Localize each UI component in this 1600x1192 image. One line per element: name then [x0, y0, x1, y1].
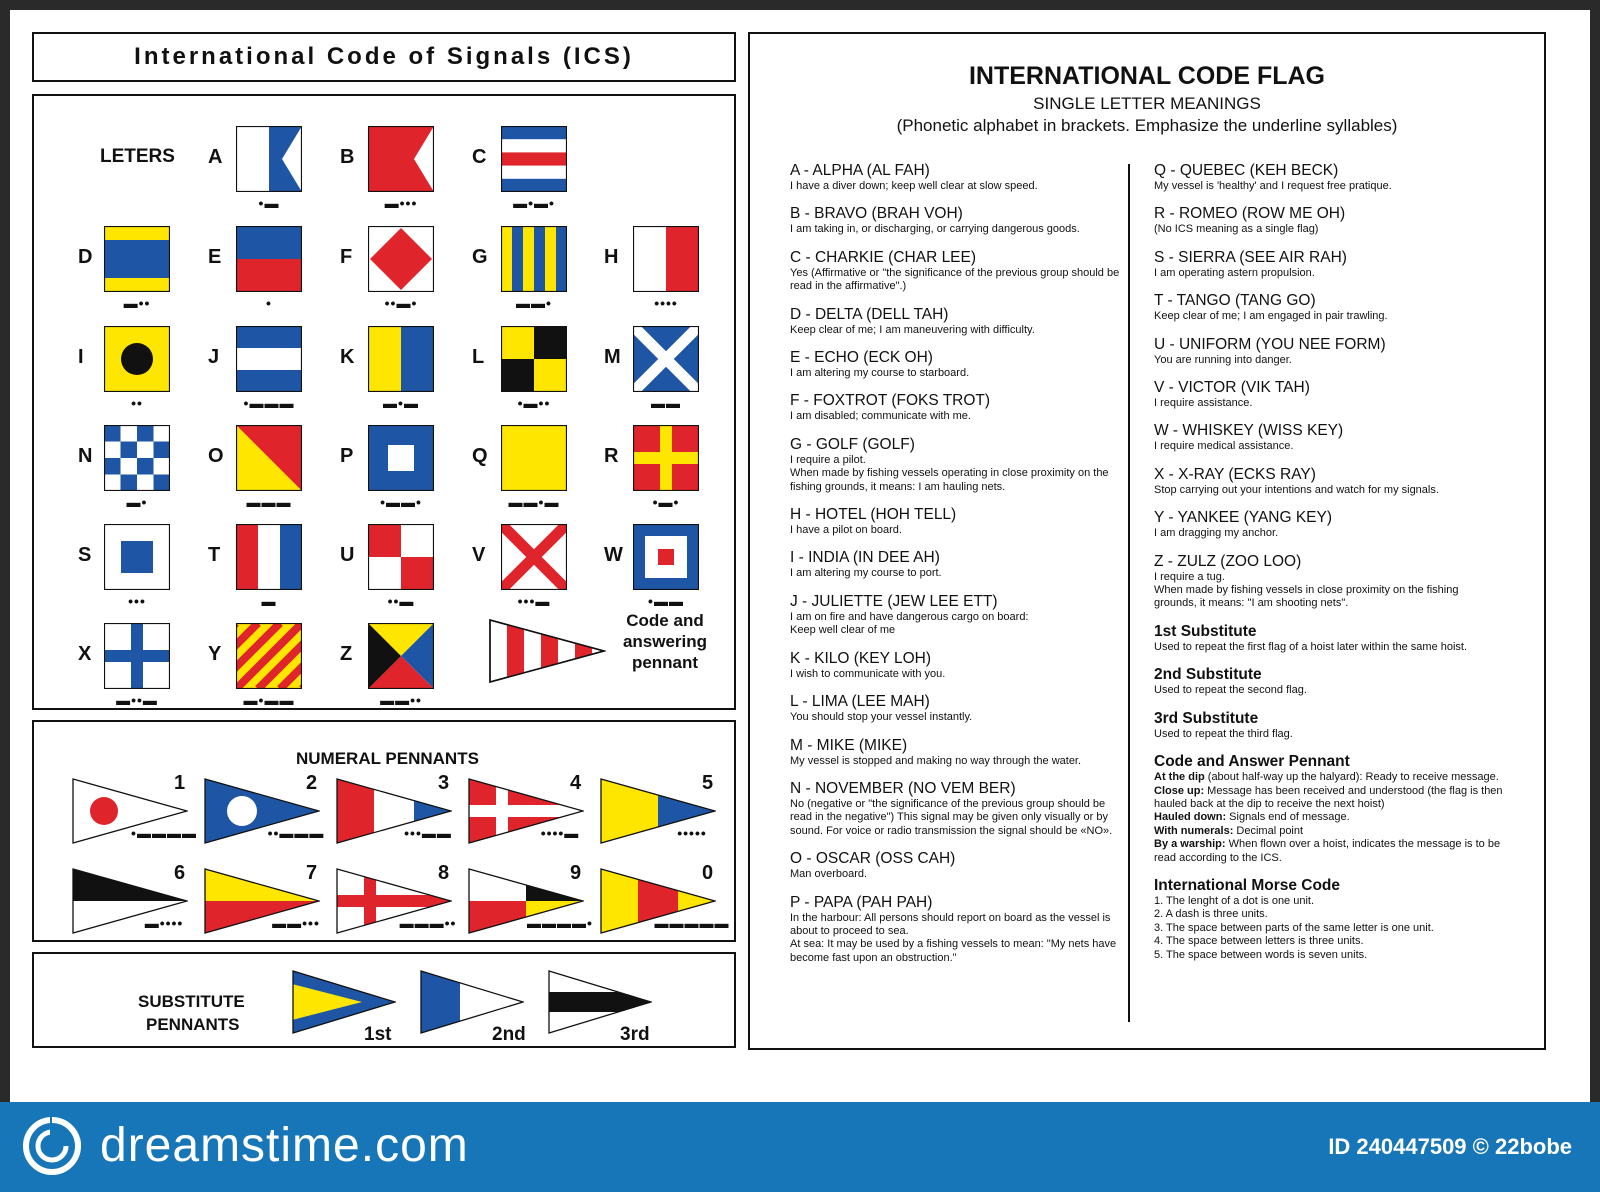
substitute-1-section	[1154, 622, 1504, 654]
morse-h: ••••	[654, 295, 678, 311]
flag-letter-g: G	[472, 246, 488, 268]
substitute-2-section-title: 2nd Substitute	[1154, 666, 1262, 684]
numeral-pennant-morse: ••▬▬▬	[267, 825, 325, 841]
flag-letter-j: J	[208, 346, 220, 368]
footer-bar	[0, 1102, 1600, 1192]
code-answer-line	[1154, 811, 1504, 824]
meaning-entry-desc: Man overboard.	[790, 868, 868, 881]
code-answer-line	[1154, 771, 1504, 784]
substitute-pennant-label: 3rd	[620, 1024, 650, 1045]
flag-j	[236, 326, 302, 392]
morse-a: •▬	[258, 195, 280, 211]
meaning-entry-desc: (No ICS meaning as a single flag)	[1154, 223, 1319, 236]
morse-c: ▬•▬•	[513, 195, 555, 211]
numeral-pennant-morse: •••••	[677, 825, 707, 841]
flag-letter-p: P	[340, 445, 354, 467]
morse-v: •••▬	[517, 593, 551, 609]
numeral-pennant-morse: •••▬▬	[404, 825, 452, 841]
code-answer-line	[1154, 838, 1504, 865]
meaning-entry-desc: I am dragging my anchor.	[1154, 527, 1279, 540]
substitute-title-2: PENNANTS	[146, 1015, 240, 1034]
meaning-entry-desc: I require a tug. When made by fishing vessels in close proximity on the fishing grounds, it means: "I am shooting nets".	[1154, 570, 1459, 610]
meaning-entry-title: F - FOXTROT (FOKS TROT)	[790, 392, 991, 410]
meaning-entry-desc: I require assistance.	[1154, 397, 1253, 410]
code-answer-line-label: At the dip	[1154, 771, 1205, 784]
meanings-subtitle: SINGLE LETTER MEANINGS	[1033, 94, 1261, 113]
meaning-entry-title: C - CHARKIE (CHAR LEE)	[790, 248, 977, 266]
meaning-entry-title: R - ROMEO (ROW ME OH)	[1154, 205, 1346, 223]
meaning-entry-desc: My vessel is stopped and making no way through the water.	[790, 754, 1082, 767]
morse-r: •▬•	[652, 494, 680, 510]
flag-letter-v: V	[472, 544, 486, 566]
meaning-entry-desc: I require medical assistance.	[1154, 440, 1294, 453]
substitute-1-section-title: 1st Substitute	[1154, 622, 1257, 640]
flag-g	[501, 226, 567, 292]
code-answering-pennant-label: Code and answering pennant	[622, 611, 708, 672]
meaning-entry-title: T - TANGO (TANG GO)	[1154, 292, 1316, 310]
morse-u: ••▬	[387, 593, 415, 609]
code-answer-pennant-section-title: Code and Answer Pennant	[1154, 753, 1350, 771]
meaning-entry-title: E - ECHO (ECK OH)	[790, 349, 933, 367]
flag-w	[633, 524, 699, 590]
flag-z	[368, 623, 434, 689]
morse-n: ▬•	[126, 494, 148, 510]
numeral-pennant-morse: ▬▬•••	[272, 915, 320, 931]
meaning-entry	[790, 592, 1120, 638]
substitute-pennant-label: 1st	[364, 1024, 392, 1045]
meaning-entry-title: K - KILO (KEY LOH)	[790, 649, 931, 667]
morse-z: ▬▬••	[380, 692, 422, 708]
meaning-entry-title: W - WHISKEY (WISS KEY)	[1154, 422, 1344, 440]
numeral-pennant-number: 2	[306, 772, 318, 794]
meaning-entry-desc: You are running into danger.	[1154, 353, 1292, 366]
meaning-entry	[790, 649, 1120, 681]
meaning-entry	[790, 161, 1120, 193]
meaning-entry-title: J - JULIETTE (JEW LEE ETT)	[790, 592, 998, 610]
flag-p	[368, 425, 434, 491]
flag-letter-s: S	[78, 544, 92, 566]
numeral-pennant-morse: •▬▬▬▬	[131, 825, 197, 841]
flag-letter-o: O	[208, 445, 224, 467]
morse-q: ▬▬•▬	[508, 494, 560, 510]
letters-label: LETERS	[100, 146, 175, 167]
column-divider	[1128, 164, 1130, 1022]
meaning-entry-desc: Keep clear of me; I am maneuvering with difficulty.	[790, 323, 1035, 336]
numeral-pennant-morse: ▬▬▬▬•	[527, 915, 593, 931]
meaning-entry-desc: No (negative or "the significance of the previous group should be read in the negative") This signal may be given only visually or by sound. For voice or radio transmission the signal should be «NO».	[790, 797, 1113, 837]
meaning-entry	[790, 505, 1120, 537]
code-answer-line-text: (about half-way up the halyard): Ready to receive message.	[1204, 771, 1499, 784]
ics-title: International Code of Signals (ICS)	[134, 43, 634, 70]
meanings-right-column	[1154, 161, 1504, 973]
flag-letter-x: X	[78, 643, 92, 665]
meaning-entry-desc: I am operating astern propulsion.	[1154, 266, 1315, 279]
meaning-entry-desc: Keep clear of me; I am engaged in pair trawling.	[1154, 310, 1388, 323]
flag-y	[236, 623, 302, 689]
meaning-entry	[790, 893, 1120, 966]
substitute-title-1: SUBSTITUTE	[138, 992, 245, 1011]
numeral-pennant-morse: ••••▬	[540, 825, 580, 841]
flag-letter-z: Z	[340, 643, 353, 665]
numeral-pennant-number: 6	[174, 862, 186, 884]
meaning-entry-title: Y - YANKEE (YANG KEY)	[1154, 509, 1333, 527]
flag-letter-r: R	[604, 445, 619, 467]
footer-image-id: ID 240447509 © 22bobe	[1328, 1134, 1572, 1159]
flag-letter-e: E	[208, 246, 222, 268]
morse-rule: 4. The space between letters is three units.	[1154, 935, 1364, 948]
meaning-entry	[790, 204, 1120, 236]
flag-letter-t: T	[208, 544, 221, 566]
meaning-entry-title: M - MIKE (MIKE)	[790, 736, 908, 754]
morse-rule: 3. The space between parts of the same letter is one unit.	[1154, 921, 1434, 934]
substitute-2-section-desc: Used to repeat the second flag.	[1154, 684, 1307, 697]
meaning-entry	[1154, 552, 1504, 611]
meaning-entry	[1154, 335, 1504, 367]
morse-rule: 5. The space between words is seven units.	[1154, 948, 1368, 961]
meaning-entry	[1154, 465, 1504, 497]
morse-j: •▬▬▬	[243, 395, 295, 411]
flag-letter-h: H	[604, 246, 619, 268]
morse-m: ▬▬	[651, 395, 681, 411]
meaning-entry-desc: I require a pilot. When made by fishing vessels operating in close proximity on the fishing grounds, it means: I am hauling nets.	[790, 453, 1109, 493]
meaning-entry-desc: My vessel is 'healthy' and I request free pratique.	[1154, 180, 1392, 192]
code-answer-line-text: Decimal point	[1233, 824, 1304, 837]
meaning-entry-desc: I am disabled; communicate with me.	[790, 410, 971, 423]
flag-k	[368, 326, 434, 392]
meaning-entry-title: A - ALPHA (AL FAH)	[790, 162, 930, 179]
code-answer-line-label: Hauled down:	[1154, 811, 1227, 824]
flag-letter-k: K	[340, 346, 355, 368]
flag-letter-u: U	[340, 544, 355, 566]
flag-c	[501, 126, 567, 192]
meaning-entry-desc: In the harbour: All persons should report on board as the vessel is about to proceed to sea. At sea: It may be used by a fishing vessels to mean: "My nets have become fast upon an obstruction."	[790, 911, 1117, 964]
substitute-2-section	[1154, 665, 1504, 697]
flag-letter-n: N	[78, 445, 93, 467]
code-answer-line-text: Signals end of message.	[1226, 811, 1350, 824]
numeral-pennant-number: 4	[570, 772, 582, 794]
flag-e	[236, 226, 302, 292]
numeral-pennant-number: 9	[570, 862, 582, 884]
numeral-pennant-number: 8	[438, 862, 450, 884]
morse-y: ▬•▬▬	[243, 692, 295, 708]
numeral-pennant-number: 7	[306, 862, 318, 884]
flag-h	[633, 226, 699, 292]
numeral-pennant-number: 3	[438, 772, 450, 794]
flag-s	[104, 524, 170, 590]
meaning-entry	[790, 305, 1120, 337]
flag-letter-w: W	[604, 544, 623, 566]
meaning-entry-desc: I have a pilot on board.	[790, 524, 902, 537]
code-answer-line-label: With numerals:	[1154, 824, 1234, 837]
flag-b	[368, 126, 434, 192]
meanings-panel	[748, 32, 1546, 1050]
flag-u	[368, 524, 434, 590]
meaning-entry-title: B - BRAVO (BRAH VOH)	[790, 205, 963, 223]
footer-brand[interactable]: dreamstime.com	[100, 1119, 469, 1172]
meaning-entry-title: Z - ZULZ (ZOO LOO)	[1154, 552, 1302, 570]
flag-d	[104, 226, 170, 292]
morse-s: •••	[128, 593, 146, 609]
meaning-entry	[790, 548, 1120, 580]
morse-rule: 2. A dash is three units.	[1154, 908, 1268, 921]
meaning-entry-desc: Stop carrying out your intentions and watch for my signals.	[1154, 483, 1439, 496]
flag-letter-b: B	[340, 146, 355, 168]
meaning-entry	[1154, 378, 1504, 410]
meaning-entry-title: G - GOLF (GOLF)	[790, 435, 915, 453]
numeral-pennant-number: 0	[702, 862, 714, 884]
meaning-entry-title: P - PAPA (PAH PAH)	[790, 893, 933, 911]
morse-l: •▬••	[517, 395, 551, 411]
substitute-pennant-label: 2nd	[492, 1024, 526, 1045]
substitute-3-section-title: 3rd Substitute	[1154, 709, 1259, 727]
meaning-entry	[790, 736, 1120, 768]
code-answering-pennant-flag	[488, 618, 606, 684]
flag-m	[633, 326, 699, 392]
code-answer-pennant-section	[1154, 752, 1504, 865]
morse-rule: 1. The lenght of a dot is one unit.	[1154, 894, 1315, 907]
meaning-entry-title: N - NOVEMBER (NO VEM BER)	[790, 779, 1016, 797]
meaning-entry-desc: I am altering my course to starboard.	[790, 367, 970, 380]
meaning-entry	[790, 849, 1120, 881]
morse-x: ▬••▬	[116, 692, 158, 708]
meaning-entry	[790, 391, 1120, 423]
meaning-entry-title: I - INDIA (IN DEE AH)	[790, 549, 940, 567]
morse-code-section	[1154, 876, 1504, 962]
code-answer-line-text: Message has been received and understood (the flag is then hauled back at the dip to receive the next hoist)	[1154, 784, 1503, 810]
morse-d: ▬••	[123, 295, 151, 311]
meaning-entry	[790, 348, 1120, 380]
meaning-entry	[1154, 291, 1504, 323]
flag-v	[501, 524, 567, 590]
flag-i	[104, 326, 170, 392]
numeral-pennant-morse: ▬▬▬••	[399, 915, 457, 931]
code-answer-line	[1154, 785, 1504, 812]
meaning-entry-title: U - UNIFORM (YOU NEE FORM)	[1154, 335, 1386, 353]
meaning-entry-title: Q - QUEBEC (KEH BECK)	[1154, 162, 1339, 179]
flag-l	[501, 326, 567, 392]
flag-a	[236, 126, 302, 192]
flag-q	[501, 425, 567, 491]
meaning-entry-title: D - DELTA (DELL TAH)	[790, 305, 949, 323]
meaning-entry	[790, 779, 1120, 838]
flag-r	[633, 425, 699, 491]
flag-letter-f: F	[340, 246, 353, 268]
meaning-entry-title: H - HOTEL (HOH TELL)	[790, 506, 957, 524]
flag-x	[104, 623, 170, 689]
meaning-entry-desc: I am on fire and have dangerous cargo on board: Keep well clear of me	[790, 610, 1029, 637]
morse-g: ▬▬•	[516, 295, 552, 311]
morse-e: •	[266, 295, 272, 311]
morse-o: ▬▬▬	[246, 494, 292, 510]
morse-t: ▬	[261, 593, 277, 609]
meaning-entry	[1154, 508, 1504, 540]
flag-letter-l: L	[472, 346, 485, 368]
meaning-entry-title: L - LIMA (LEE MAH)	[790, 693, 930, 711]
numeral-pennant-number: 1	[174, 772, 186, 794]
meaning-entry-desc: I wish to communicate with you.	[790, 667, 946, 680]
morse-b: ▬•••	[384, 195, 418, 211]
flag-letter-m: M	[604, 346, 621, 368]
meaning-entry	[790, 248, 1120, 294]
numeral-pennant-morse: ▬▬▬▬▬	[654, 915, 730, 931]
meaning-entry	[1154, 421, 1504, 453]
dreamstime-logo-icon	[22, 1116, 82, 1176]
flag-letter-d: D	[78, 246, 93, 268]
substitute-3-section	[1154, 709, 1504, 741]
morse-code-section-title: International Morse Code	[1154, 876, 1341, 894]
flag-o	[236, 425, 302, 491]
flag-f	[368, 226, 434, 292]
meaning-entry-title: S - SIERRA (SEE AIR RAH)	[1154, 248, 1347, 266]
meanings-title: INTERNATIONAL CODE FLAG	[968, 62, 1325, 90]
numeral-pennants-title: NUMERAL PENNANTS	[296, 749, 479, 768]
morse-k: ▬•▬	[383, 395, 419, 411]
flag-n	[104, 425, 170, 491]
morse-f: ••▬•	[384, 295, 418, 311]
meaning-entry-desc: I have a diver down; keep well clear at slow speed.	[790, 180, 1038, 192]
flag-letter-q: Q	[472, 445, 488, 467]
meaning-entry	[1154, 248, 1504, 280]
meaning-entry-desc: You should stop your vessel instantly.	[790, 711, 973, 724]
flag-letter-c: C	[472, 146, 487, 168]
substitute-1-section-desc: Used to repeat the first flag of a hoist later within the same hoist.	[1154, 640, 1468, 653]
numeral-pennant-morse: ▬••••	[144, 915, 184, 931]
meanings-note: (Phonetic alphabet in brackets. Emphasize the underline syllables)	[896, 116, 1398, 135]
meaning-entry-title: V - VICTOR (VIK TAH)	[1154, 379, 1310, 397]
code-answer-line-label: By a warship:	[1154, 838, 1226, 851]
meaning-entry	[1154, 161, 1504, 193]
meaning-entry-desc: Yes (Affirmative or "the significance of the previous group should be read in the affirmative".)	[790, 266, 1120, 293]
meaning-entry	[790, 435, 1120, 494]
flag-t	[236, 524, 302, 590]
numeral-pennant-number: 5	[702, 772, 714, 794]
code-answer-line-text: When flown over a hoist, indicates the message is to be read according to the ICS.	[1154, 838, 1501, 864]
morse-p: •▬▬•	[380, 494, 422, 510]
meaning-entry-desc: I am altering my course to port.	[790, 567, 942, 580]
flag-letter-a: A	[208, 146, 223, 168]
morse-i: ••	[131, 395, 143, 411]
meanings-left-column	[790, 161, 1120, 976]
flag-letter-i: I	[78, 346, 84, 368]
meaning-entry	[790, 692, 1120, 724]
meaning-entry	[1154, 204, 1504, 236]
meaning-entry-title: O - OSCAR (OSS CAH)	[790, 850, 956, 868]
code-answer-line-label: Close up:	[1154, 784, 1205, 797]
morse-w: •▬▬	[648, 593, 684, 609]
meaning-entry-title: X - X-RAY (ECKS RAY)	[1154, 465, 1316, 483]
substitute-3-section-desc: Used to repeat the third flag.	[1154, 727, 1293, 740]
code-answer-line	[1154, 825, 1504, 838]
ics-title-box	[32, 32, 736, 82]
meaning-entry-desc: I am taking in, or discharging, or carrying dangerous goods.	[790, 223, 1080, 236]
flag-letter-y: Y	[208, 643, 222, 665]
